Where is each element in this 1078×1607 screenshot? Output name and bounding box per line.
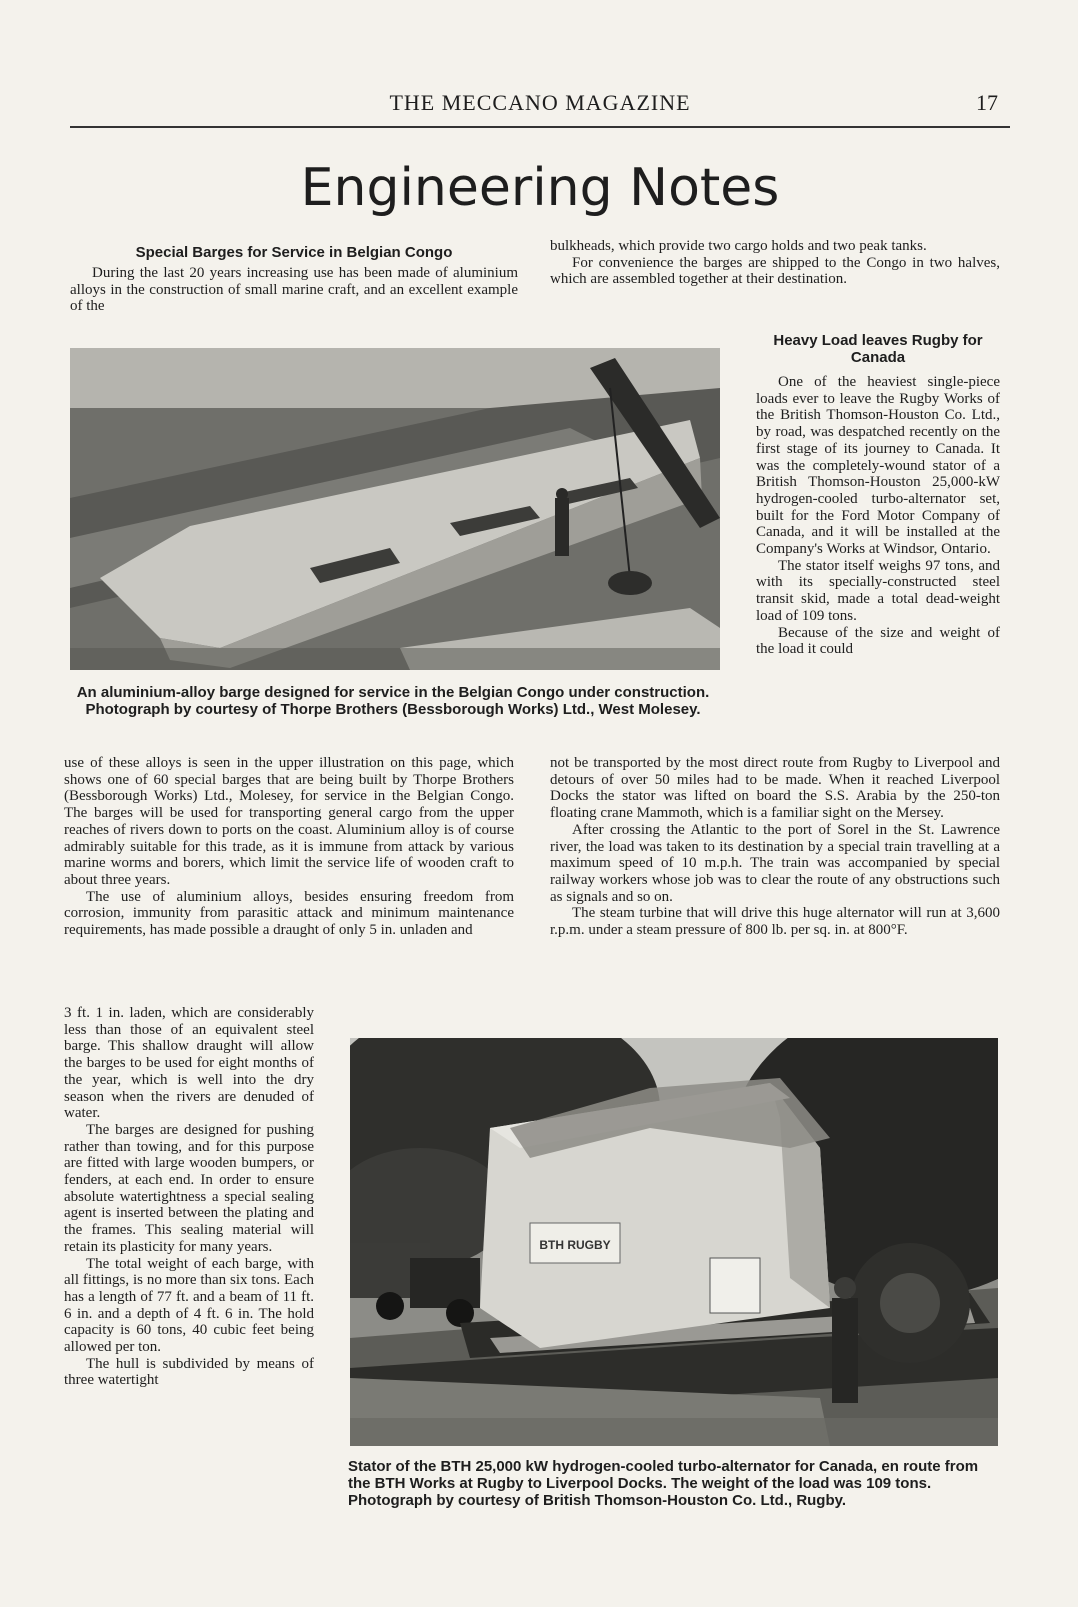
magazine-title: THE MECCANO MAGAZINE: [389, 90, 691, 115]
heavy-load-para-3-cont: not be transported by the most direct route from Rugby to Liverpool and detours of over 50 miles had to be made. When it reached Liverpool Docks the stator was lifted on board the S.S. Arabia by the 250-ton floating crane Mammoth, which is a familiar sight on the Mersey.: [550, 755, 1000, 822]
barges-para-2: The use of aluminium alloys, besides ensuring freedom from corrosion, immunity from parasitic attack and minimum maintenance requirements, has made possible a draught of only 5 in. unladen and: [64, 888, 514, 939]
heavy-load-heading: Heavy Load leaves Rugby for Canada: [773, 332, 983, 366]
barges-intro: [70, 244, 518, 315]
crate-label-text: BTH RUGBY: [539, 1238, 611, 1252]
barges-heading: Special Barges for Service in Belgian Congo: [135, 244, 453, 261]
barges-para-5: The hull is subdivided by means of three watertight: [64, 1355, 314, 1389]
barges-para-2-cont: 3 ft. 1 in. laden, which are considerably less than those of an equivalent steel barge. This shallow draught will allow the barges to be used for eight months of the year, which is well into the dry season when the rivers are denuded of water.: [64, 1005, 314, 1122]
barges-para-5-cont: bulkheads, which provide two cargo holds and two peak tanks.: [550, 238, 927, 254]
heavy-load-para-5: The steam turbine that will drive this huge alternator will run at 3,600 r.p.m. under a steam pressure of 800 lb. per sq. in. at 800°F.: [550, 905, 1000, 939]
barge-caption: An aluminium-alloy barge designed for service in the Belgian Congo under construction. Photograph by courtesy of Thorpe Brothers (Bessborough Works) Ltd., West Molesey.: [76, 684, 710, 718]
barges-para-6: For convenience the barges are shipped to the Congo in two halves, which are assembled together at their destination.: [550, 254, 1000, 288]
page-title: Engineering Notes: [300, 158, 780, 218]
barges-para-1-cont: use of these alloys is seen in the upper illustration on this page, which shows one of 60 special barges that are being built by Thorpe Brothers (Bessborough Works) Ltd., Molesey, for service in the Belgian Congo. The barges will be used for transporting general cargo from the upper reaches of rivers down to ports on the coast. Aluminium alloy is of course admirably suitable for this trade, as it is immune from attack by various marine worms and borers, which limit the service life of wooden craft to about three years.: [64, 755, 514, 888]
heavy-load-para-2: The stator itself weighs 97 tons, and with its specially-constructed steel transit skid, made a total dead-weight load of 109 tons.: [756, 557, 1000, 624]
barges-body: [64, 755, 514, 939]
barges-para-3: The barges are designed for pushing rather than towing, and for this purpose are fitted with large wooden bumpers, or fenders, at each end. In order to ensure absolute watertightness a special sealing agent is inserted between the plating and the frames. This sealing material will retain its plasticity for many years.: [64, 1121, 314, 1255]
heavy-load-para-4: After crossing the Atlantic to the port of Sorel in the St. Lawrence river, the load was taken to its destination by a special train travelling at a maximum speed of 10 m.p.h. The train was accompanied by special railway workers whose job was to clear the route of any obstructions such as signals and so on.: [550, 821, 1000, 905]
page-number: 17: [976, 90, 998, 115]
stator-photo: [350, 1038, 998, 1446]
stator-caption: Stator of the BTH 25,000 kW hydrogen-cooled turbo-alternator for Canada, en route from the BTH Works at Rugby to Liverpool Docks. The weight of the load was 109 tons. Photograph by courtesy of British Thomson-Houston Co. Ltd., Rugby.: [348, 1458, 979, 1509]
barges-para-4: The total weight of each barge, with all fittings, is no more than six tons. Each has a length of 77 ft. and a beam of 11 ft. 6 in. and a depth of 4 ft. 6 in. The hold capacity is 60 tons, 40 cubic feet being allowed per ton.: [64, 1255, 314, 1356]
heavy-load-para-3: Because of the size and weight of the load it could: [756, 624, 1000, 658]
barge-photo: [70, 348, 720, 670]
heavy-load-body: [550, 755, 1000, 939]
header-rule: [70, 126, 1010, 128]
barges-intro-right: [550, 238, 1000, 288]
heavy-load-intro: [756, 332, 1000, 658]
barges-body-lower: [64, 1005, 314, 1389]
barges-para-1: During the last 20 years increasing use has been made of aluminium alloys in the construction of small marine craft, and an excellent example of the: [70, 265, 518, 315]
heavy-load-para-1: One of the heaviest single-piece loads ever to leave the Rugby Works of the British Thomson-Houston Co. Ltd., by road, was despatched recently on the first stage of its journey to Canada. It was the completely-wound stator of a British Thomson-Houston 25,000-kW hydrogen-cooled turbo-alternator set, built for the Ford Motor Company of Canada, and it will be installed at the Company's Works at Windsor, Ontario.: [756, 374, 1000, 558]
